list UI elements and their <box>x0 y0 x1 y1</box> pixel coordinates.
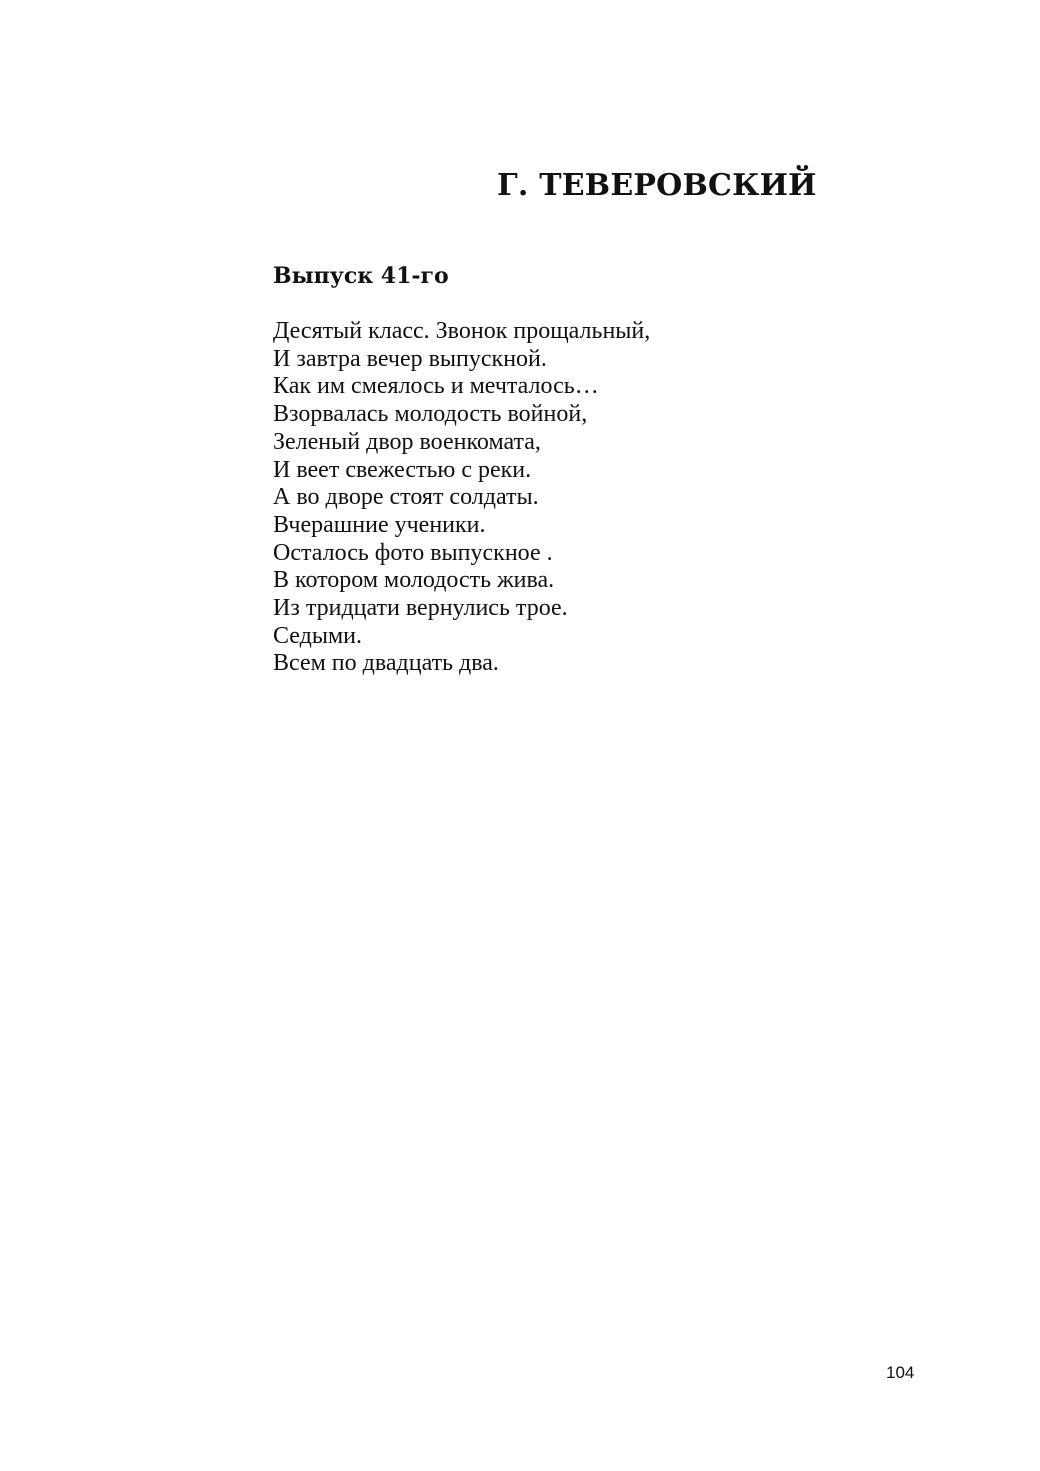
author-heading: Г. ТЕВЕРОВСКИЙ <box>497 168 817 203</box>
poem-line: Зеленый двор военкомата, <box>273 428 541 455</box>
poem-line: Всем по двадцать два. <box>273 650 499 677</box>
poem-line: Седыми. <box>273 622 363 649</box>
page-number: 104 <box>886 1363 915 1382</box>
poem-line: Осталось фото выпускное . <box>273 539 553 566</box>
poem-line: Взорвалась молодость войной, <box>273 401 588 428</box>
poem-line: А во дворе стоят солдаты. <box>273 484 539 511</box>
poem-line: Десятый класс. Звонок прощальный, <box>273 318 651 344</box>
poem-line: Вчерашние ученики. <box>273 511 486 538</box>
poem-line: И завтра вечер выпускной. <box>273 345 547 372</box>
poem-title: Выпуск 41-го <box>273 263 449 289</box>
poem-line: В котором молодость жива. <box>273 567 555 594</box>
poem-body <box>273 318 650 678</box>
poem-line: И веет свежестью с реки. <box>273 456 532 483</box>
poem-line: Как им смеялось и мечталось… <box>273 373 599 400</box>
poem-line: Из тридцати вернулись трое. <box>273 595 568 622</box>
